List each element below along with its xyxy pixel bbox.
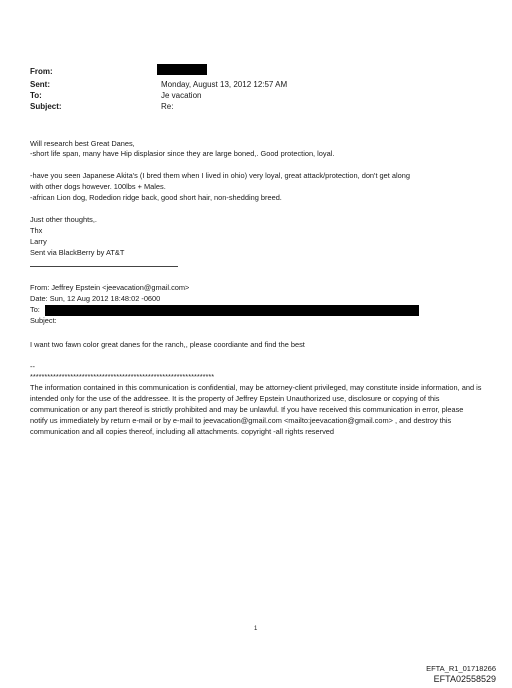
- from-label: From:: [30, 67, 53, 76]
- page-number: 1: [254, 626, 258, 632]
- subject-value: Re:: [161, 102, 174, 111]
- reply-line: Thx: [30, 226, 43, 235]
- signature-dashes: --: [30, 362, 35, 371]
- subject-label: Subject:: [30, 102, 62, 111]
- sent-label: Sent:: [30, 80, 50, 89]
- original-from: From: Jeffrey Epstein <jeevacation@gmail.com>: [30, 283, 190, 292]
- reply-line: with other dogs however. 100lbs + Males.: [30, 182, 166, 191]
- reply-line: Larry: [30, 237, 47, 246]
- bates-number-small: EFTA_R1_01718266: [426, 664, 496, 673]
- to-label: To:: [30, 91, 42, 100]
- original-body: I want two fawn color great danes for the ranch,, please coordiante and find the best: [30, 340, 305, 349]
- separator-rule: [30, 266, 178, 267]
- reply-line: Will research best Great Danes,: [30, 139, 135, 148]
- original-date: Date: Sun, 12 Aug 2012 18:48:02 -0600: [30, 294, 161, 303]
- redaction-to: [45, 305, 419, 316]
- confidentiality-disclaimer: The information contained in this communication is confidential, may be attorney-client privileged, may constitute inside information, and is intended only for the use of the addressee. It is the property of Jeffrey Epstein Unauthorized use, disclosure or copying of this communication or any part thereof is strictly prohibited and may be unlawful. If you have received this communication in error, please notify us immediately by return e-mail or by e-mail to jeevacation@gmail.com <mailto:jeevacation@gmail.com> , and destroy this communication and all copies thereof, including all attachments. copyright -all rights reserved: [30, 383, 482, 436]
- redaction-from: [157, 64, 207, 75]
- reply-line: -short life span, many have Hip displasior since they are large boned,. Good protection, loyal.: [30, 149, 335, 158]
- bates-number-large: EFTA02558529: [433, 674, 496, 684]
- stars-divider: ****************************************************************: [30, 372, 215, 381]
- to-value: Je vacation: [161, 91, 202, 100]
- signature-line: Sent via BlackBerry by AT&T: [30, 248, 125, 257]
- reply-line: -have you seen Japanese Akita's (I bred them when I lived in ohio) very loyal, great attack/protection, don't get along: [30, 171, 410, 180]
- reply-line: -african Lion dog, Rodedion ridge back, good short hair, non-shedding breed.: [30, 193, 282, 202]
- reply-line: Just other thoughts,.: [30, 215, 97, 224]
- original-subject-label: Subject:: [30, 316, 57, 325]
- original-to-label: To:: [30, 305, 40, 314]
- sent-value: Monday, August 13, 2012 12:57 AM: [161, 80, 288, 89]
